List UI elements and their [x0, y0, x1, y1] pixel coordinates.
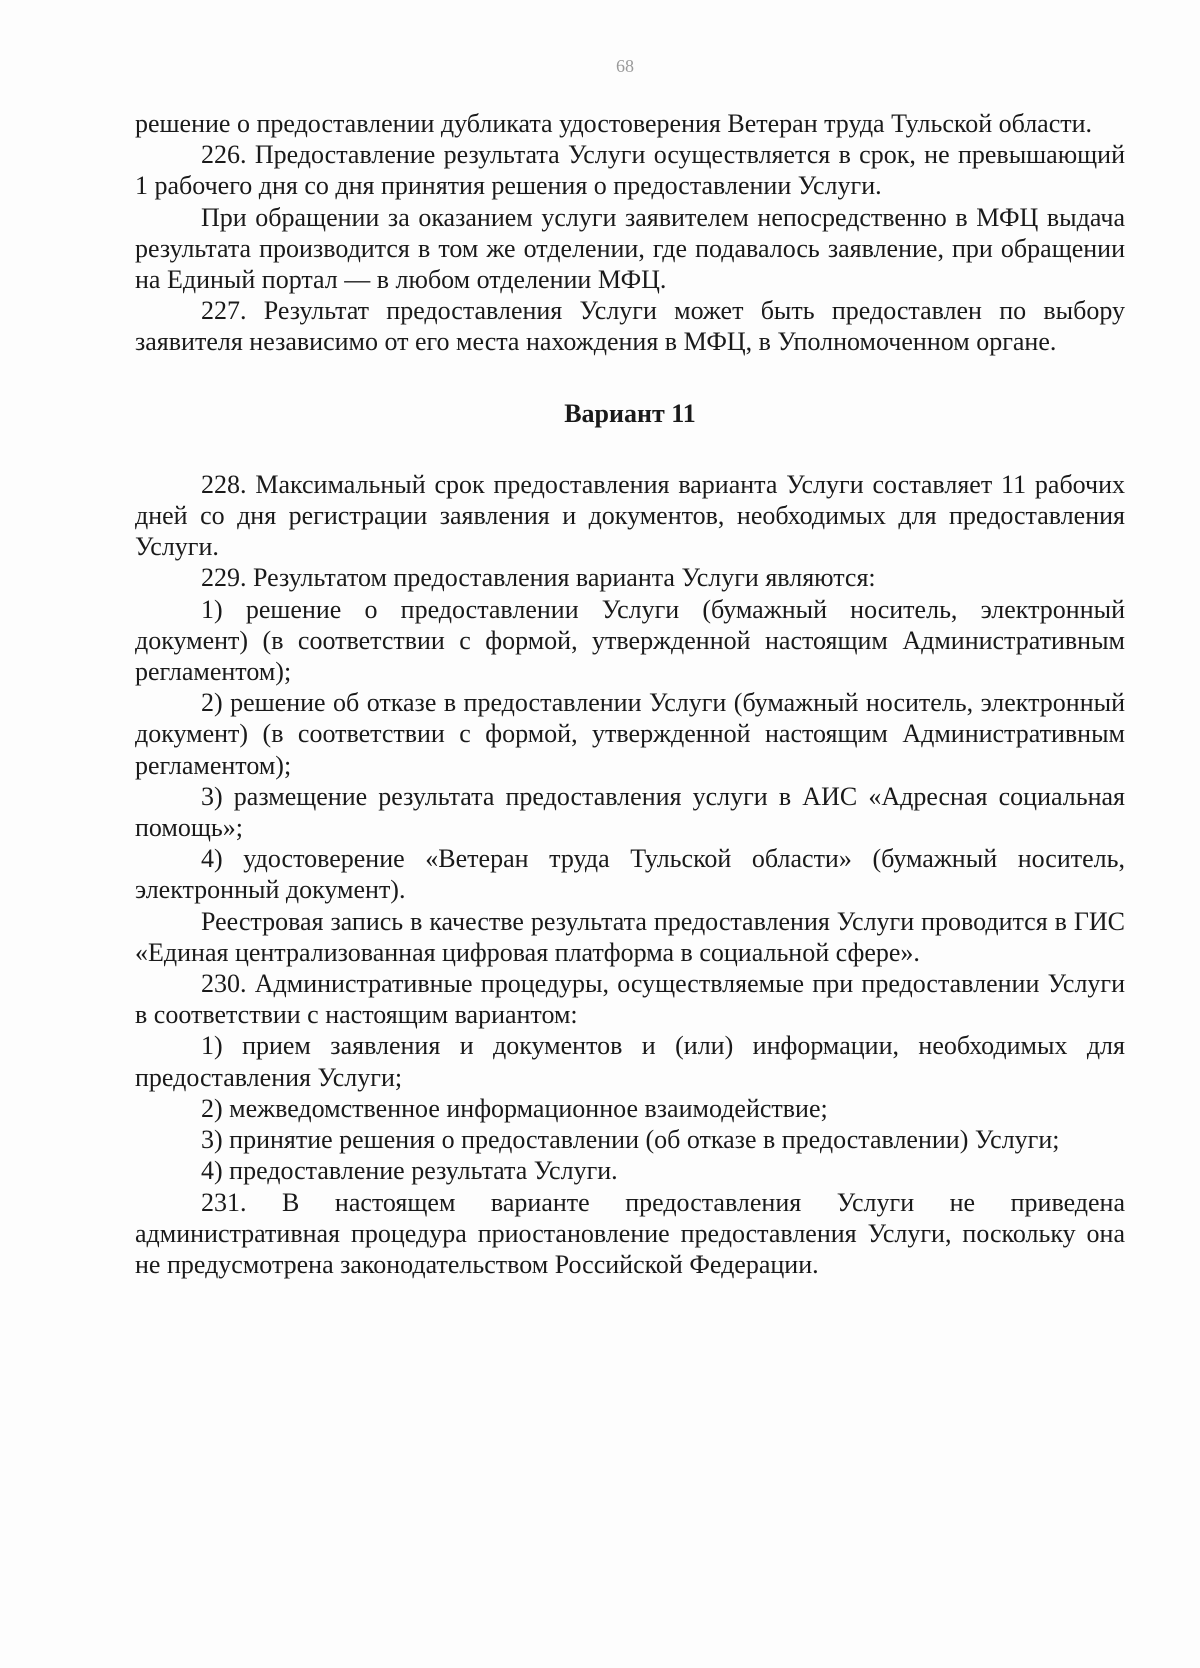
list-item: 4) предоставление результата Услуги.	[201, 1156, 618, 1186]
paragraph-231: 231. В настоящем варианте предоставления Услуги не приведена административная процедура приостановление предоставления Услуги, поскольку она не предусмотрена законодательством Российской Федерации.	[135, 1187, 1125, 1279]
paragraph-227: 227. Результат предоставления Услуги может быть предоставлен по выбору заявителя независимо от его места нахождения в МФЦ, в Уполномоченном органе.	[135, 296, 1125, 357]
paragraph: решение о предоставлении дубликата удостоверения Ветеран труда Тульской области.	[135, 109, 1093, 138]
list-item: 1) решение о предоставлении Услуги (бумажный носитель, электронный документ) (в соответствии с формой, утвержденной настоящим Административным регламентом);	[135, 594, 1125, 687]
paragraph-226: 226. Предоставление результата Услуги осуществляется в срок, не превышающий 1 рабочего дня со дня принятия решения о предоставлении Услуги.	[135, 140, 1125, 201]
list-item: 2) межведомственное информационное взаимодействие;	[201, 1093, 828, 1123]
page-number: 68	[616, 56, 634, 76]
paragraph-229: 229. Результатом предоставления варианта Услуги являются:	[201, 563, 876, 593]
list-item: 3) размещение результата предоставления услуги в АИС «Адресная социальная помощь»;	[135, 781, 1125, 843]
list-item: 4) удостоверение «Ветеран труда Тульской области» (бумажный носитель, электронный документ).	[135, 844, 1125, 905]
section-heading: Вариант 11	[564, 398, 696, 428]
list-item: 2) решение об отказе в предоставлении Услуги (бумажный носитель, электронный документ) (в соответствии с формой, утвержденной настоящим Административным регламентом);	[135, 688, 1125, 780]
paragraph: При обращении за оказанием услуги заявителем непосредственно в МФЦ выдача результата производится в том же отделении, где подавалось заявление, при обращении на Единый портал — в любом отделении МФЦ.	[135, 202, 1125, 295]
list-item: 1) прием заявления и документов и (или) информации, необходимых для предоставления Услуги;	[135, 1031, 1125, 1092]
document-body	[135, 108, 1125, 1280]
paragraph-228: 228. Максимальный срок предоставления варианта Услуги составляет 11 рабочих дней со дня регистрации заявления и документов, необходимых для предоставления Услуги.	[135, 469, 1125, 562]
paragraph-230: 230. Административные процедуры, осуществляемые при предоставлении Услуги в соответствии с настоящим вариантом:	[135, 969, 1125, 1030]
paragraph: Реестровая запись в качестве результата предоставления Услуги проводится в ГИС «Единая централизованная цифровая платформа в социальной сфере».	[135, 906, 1125, 967]
list-item: 3) принятие решения о предоставлении (об отказе в предоставлении) Услуги;	[201, 1125, 1060, 1155]
